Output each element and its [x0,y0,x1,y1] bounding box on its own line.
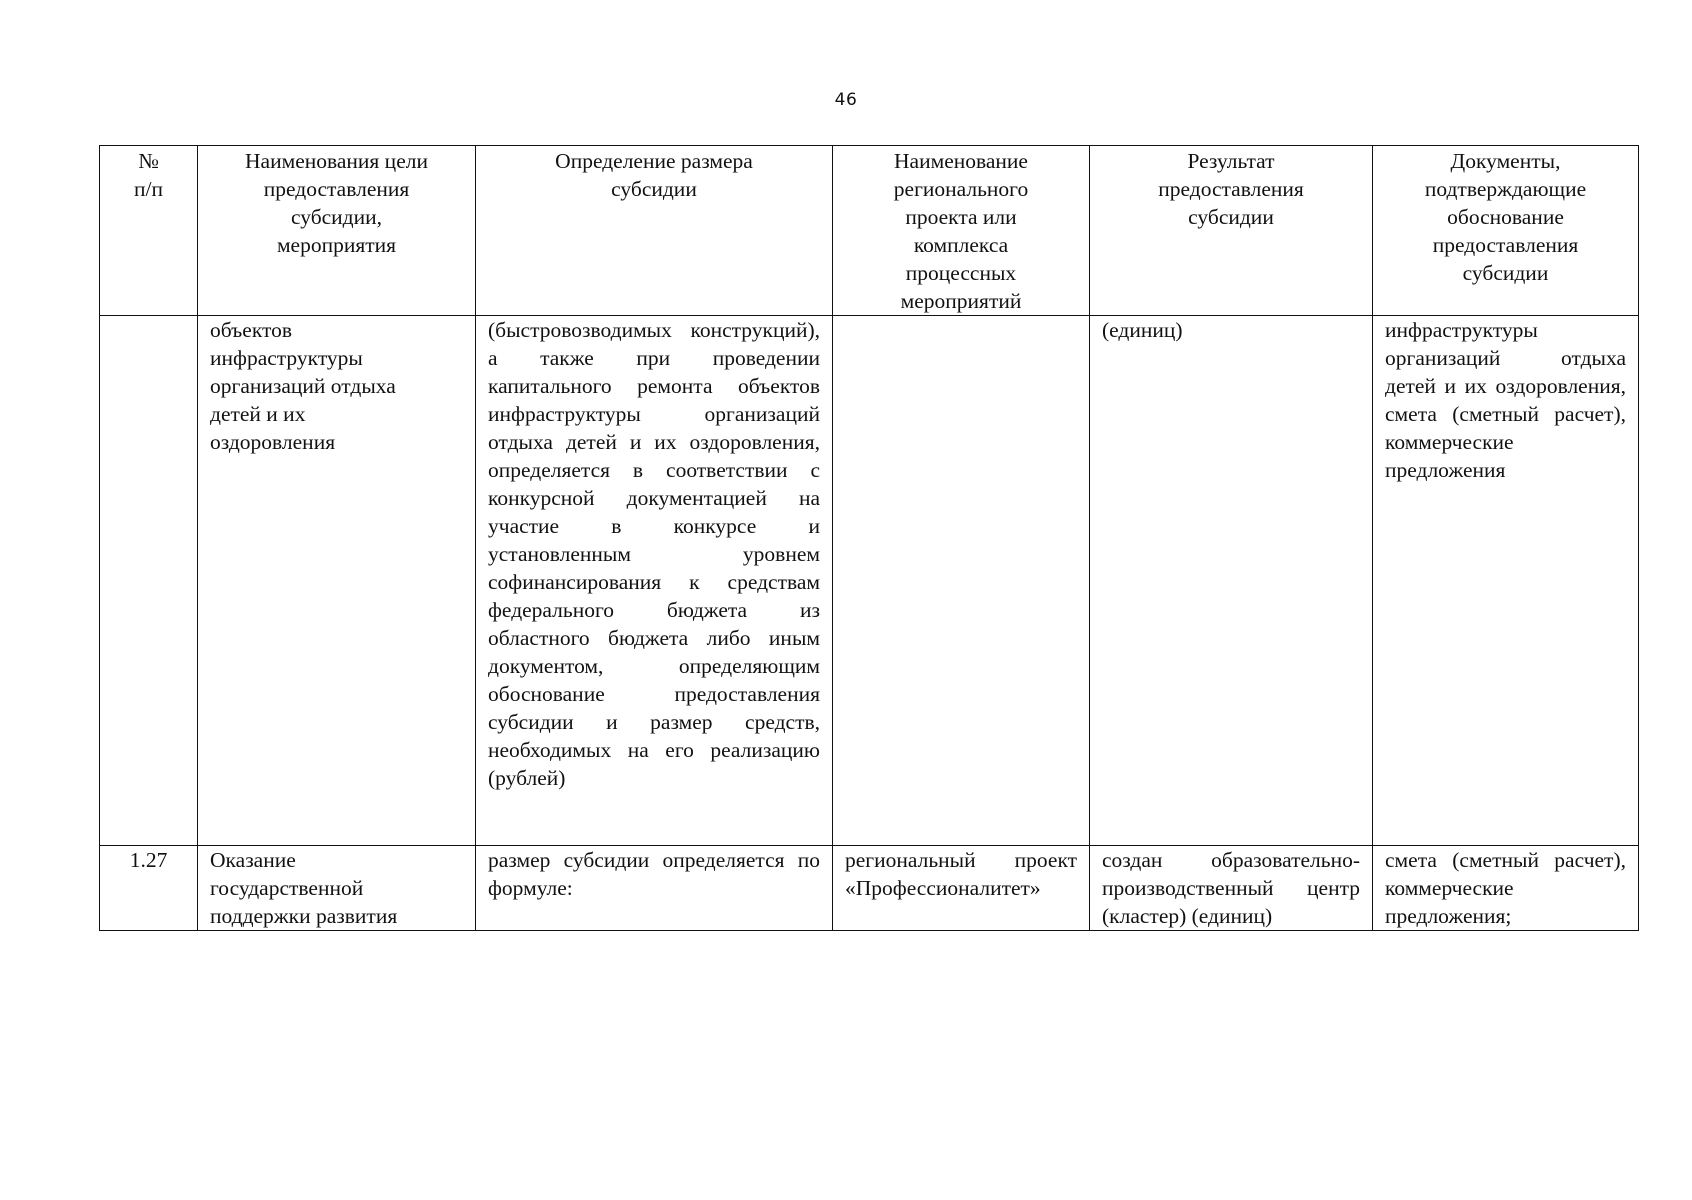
header-goal [198,146,476,316]
row-result: (единиц) [1090,316,1373,846]
row-size-definition: размер субсидии определяется по формуле: [476,846,833,931]
row-number: 1.27 [100,846,198,931]
cell-line: № [138,149,159,173]
row-goal [198,846,476,931]
subsidy-table [99,145,1639,931]
cell-line: регионального [893,177,1029,201]
cell-line: Наименование [894,149,1028,173]
cell-line: предоставления [1432,233,1579,257]
header-project [833,146,1090,316]
cell-line: предоставления [263,177,410,201]
cell-line: субсидии [611,177,697,201]
cell-line: Документы, [1450,149,1561,173]
cell-line: проекта или [905,205,1017,229]
cell-line: государственной [210,876,364,900]
row-number [100,316,198,846]
cell-line: детей и их [210,402,306,426]
row-project [833,316,1090,846]
cell-line: субсидии, [290,205,383,229]
row-result: создан образовательно-производственный центр (кластер) (единиц) [1090,846,1373,931]
cell-line: оздоровления [210,430,336,454]
cell-line: мероприятия [276,233,397,257]
row-documents: смета (сметный расчет), коммерческие предложения; [1373,846,1639,931]
page-number: 46 [834,90,858,110]
table-header-row [100,146,1639,316]
cell-line: Оказание [210,848,296,872]
row-size-definition: (быстровозводимых конструкций), а также при проведении капитального ремонта объектов инфраструктуры организаций отдыха детей и их оздоровления, определяется в соответствии с конкурсной документацией на участие в конкурсе и установленным уровнем софинансирования к средствам федерального бюджета из областного бюджета либо иным документом, определяющим обоснование предоставления субсидии и размер средств, необходимых на его реализацию (рублей) [476,316,833,846]
cell-line: п/п [134,177,163,201]
header-number [100,146,198,316]
header-documents [1373,146,1639,316]
cell-line: предоставления [1158,177,1304,201]
table-row [100,846,1639,931]
cell-line: субсидии [1188,205,1274,229]
cell-line: Наименования цели [245,149,428,173]
row-goal [198,316,476,846]
cell-line: Результат [1187,149,1275,173]
row-project: региональный проект «Профессионалитет» [833,846,1090,931]
header-size-definition [476,146,833,316]
cell-line: процессных [905,261,1017,285]
cell-line: субсидии [1462,261,1549,285]
cell-line: поддержки развития [210,904,398,928]
cell-line: комплекса [913,233,1009,257]
cell-line: объектов [210,318,292,342]
table-row [100,316,1639,846]
row-documents: инфраструктуры организаций отдыха детей и их оздоровления, смета (сметный расчет), коммерческие предложения [1373,316,1639,846]
header-result [1090,146,1373,316]
cell-line: Определение размера [555,149,753,173]
cell-line: организаций отдыха [210,374,396,398]
cell-line: инфраструктуры [210,346,363,370]
cell-line: мероприятий [900,289,1022,313]
cell-line: подтверждающие [1424,177,1587,201]
cell-line: обоснование [1447,205,1564,229]
